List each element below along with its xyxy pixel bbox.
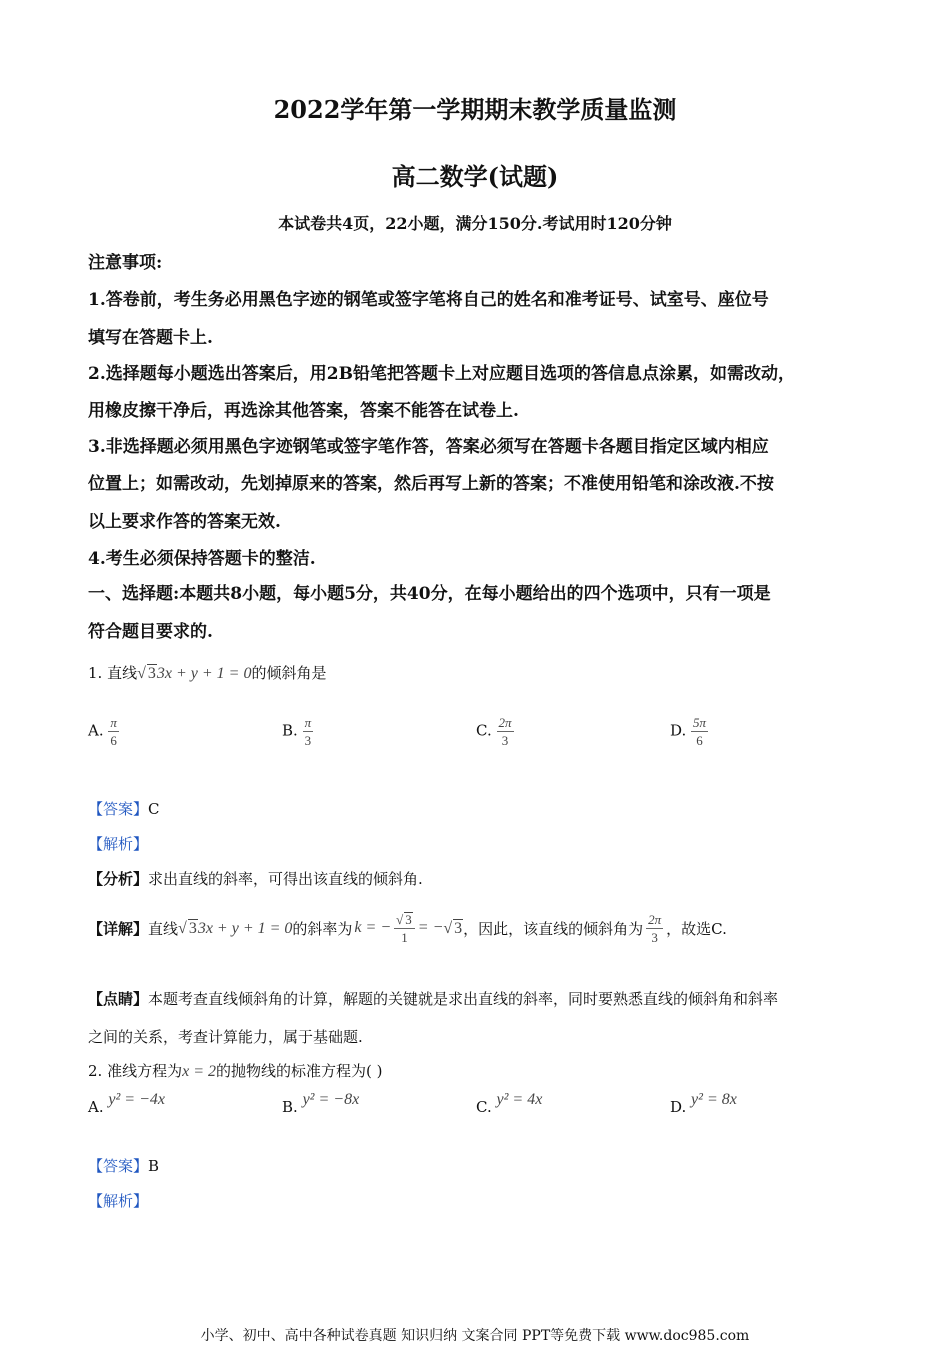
fraction-num: 2π [498,715,512,730]
fraction-num: 3 [405,912,412,927]
detail-k: k = − [354,919,392,936]
q2-answer [88,1155,159,1176]
section-1-line-2: 符合题目要求的. [88,622,213,642]
option-expression: y² = 8x [691,1091,737,1108]
fraction-den: 3 [501,733,509,748]
exam-title: 2022学年第一学期期末教学质量监测 [273,95,677,124]
fraction-num: 2π [648,911,662,927]
q1-suffix: 的倾斜角是 [251,664,327,682]
fraction-den: 6 [696,733,703,748]
fraction-num: 5π [693,715,707,730]
q2-prefix: 2. 准线方程为 [88,1062,183,1080]
option-label: D. [670,1098,687,1116]
q2-option-d [670,1091,737,1117]
q2-condition: x = 2 [182,1063,216,1080]
answer-value: B [148,1157,160,1175]
detail-b: 的斜率为 [292,919,353,938]
option-label: B. [282,1098,298,1116]
footer-banner: 小学、初中、高中各种试卷真题 知识归纳 文案合同 PPT等免费下载 www.doc985.com [200,1328,750,1344]
option-expression: y² = 4x [496,1091,543,1108]
fraction-num: π [110,715,117,730]
q1-answer [88,798,160,819]
q1-analysis-tag: 【解析】 [88,835,149,853]
fenxi-tag: 【分析】 [88,870,149,888]
q1-option-b [282,716,313,747]
option-label: D. [670,721,687,740]
option-label: A. [88,1098,104,1116]
option-expression: y² = −4x [108,1091,165,1108]
option-expression: y² = −8x [302,1091,360,1108]
section-1-line-1: 一、选择题:本题共8小题，每小题5分，共40分，在每小题给出的四个选项中，只有一项是 [88,584,771,604]
note-3b: 位置上；如需改动，先划掉原来的答案，然后再写上新的答案；不准使用铅笔和涂改液.不按 [88,474,774,494]
detail-sqrt-arg: 3 [188,919,197,937]
q1-option-c [476,716,514,747]
fraction-den: 3 [651,929,658,945]
q1-fenxi [88,868,423,889]
q1-equation [137,665,251,682]
answer-value: C [148,800,160,818]
q2-option-c [476,1091,543,1117]
question-2 [88,1060,382,1081]
option-fraction [691,716,708,747]
q1-prefix: 1. 直线 [88,664,138,682]
fenxi-text: 求出直线的斜率，可得出该直线的倾斜角. [148,870,423,888]
option-label: C. [476,721,492,740]
detail-eq2: = − [417,919,444,936]
sqrt-arg: 3 [454,919,463,937]
q2-option-a [88,1091,165,1117]
note-3a: 3.非选择题必须用黑色字迹钢笔或签字笔作答，答案必须写在答题卡各题目指定区域内相应 [88,437,769,457]
detail-angle-fraction [646,913,663,944]
exam-info: 本试卷共4页，22小题，满分150分.考试用时120分钟 [278,214,672,233]
detail-d: ，故选C. [666,919,727,938]
fraction-den: 1 [401,930,408,945]
q1-comment-a [88,988,778,1009]
q1-detail [88,912,727,944]
q1-option-a [88,716,119,747]
option-label: C. [476,1098,492,1116]
question-1 [88,662,326,683]
option-label: B. [282,721,298,740]
option-fraction [108,716,119,747]
note-4: 4.考生必须保持答题卡的整洁. [88,549,316,569]
fraction-den: 3 [304,733,312,748]
note-2b: 用橡皮擦干净后，再选涂其他答案，答案不能答在试卷上. [88,401,519,421]
q2-suffix: 的抛物线的标准方程为( ) [216,1062,383,1080]
q1-option-d [670,716,708,747]
comment-tag: 【点睛】 [88,990,149,1008]
option-label: A. [88,721,104,740]
detail-c: ，因此，该直线的倾斜角为 [463,919,644,938]
q1-comment-b: 之间的关系，考查计算能力，属于基础题. [88,1028,363,1046]
q1-equation-rest: 3x + y + 1 = 0 [156,665,252,682]
answer-tag: 【答案】 [88,800,149,818]
answer-tag: 【答案】 [88,1157,149,1175]
note-1a: 1.答卷前，考生务必用黑色字迹的钢笔或签字笔将自己的姓名和准考证号、试室号、座位号 [88,290,769,310]
note-1b: 填写在答题卡上. [88,328,213,348]
comment-text-a: 本题考查直线倾斜角的计算，解题的关键就是求出直线的斜率，同时要熟悉直线的倾斜角和斜率 [148,990,779,1008]
sqrt-sign: √ [137,665,146,682]
q2-option-b [282,1091,360,1117]
note-3c: 以上要求作答的答案无效. [88,512,281,532]
detail-a: 直线 [148,919,179,938]
detail-equation: √ 33x + y + 1 = 0 [178,919,293,937]
exam-subtitle: 高二数学(试题) [391,162,559,191]
option-fraction [497,716,514,747]
option-fraction [303,716,314,747]
fraction-num: π [304,715,312,730]
fraction-den: 6 [110,733,117,748]
detail-eq-rest: 3x + y + 1 = 0 [197,919,293,937]
q2-analysis-tag: 【解析】 [88,1192,149,1210]
note-2a: 2.选择题每小题选出答案后，用2B铅笔把答题卡上对应题目选项的答信息点涂累，如需改动， [88,364,795,384]
detail-slope-fraction: $\frac{√ 3}{1}$ [394,912,415,944]
notes-heading: 注意事项: [88,253,163,273]
detail-tag: 【详解】 [88,919,149,938]
detail-neg-sqrt3: √ 3 [443,919,463,937]
q1-sqrt-arg: 3 [147,665,156,682]
